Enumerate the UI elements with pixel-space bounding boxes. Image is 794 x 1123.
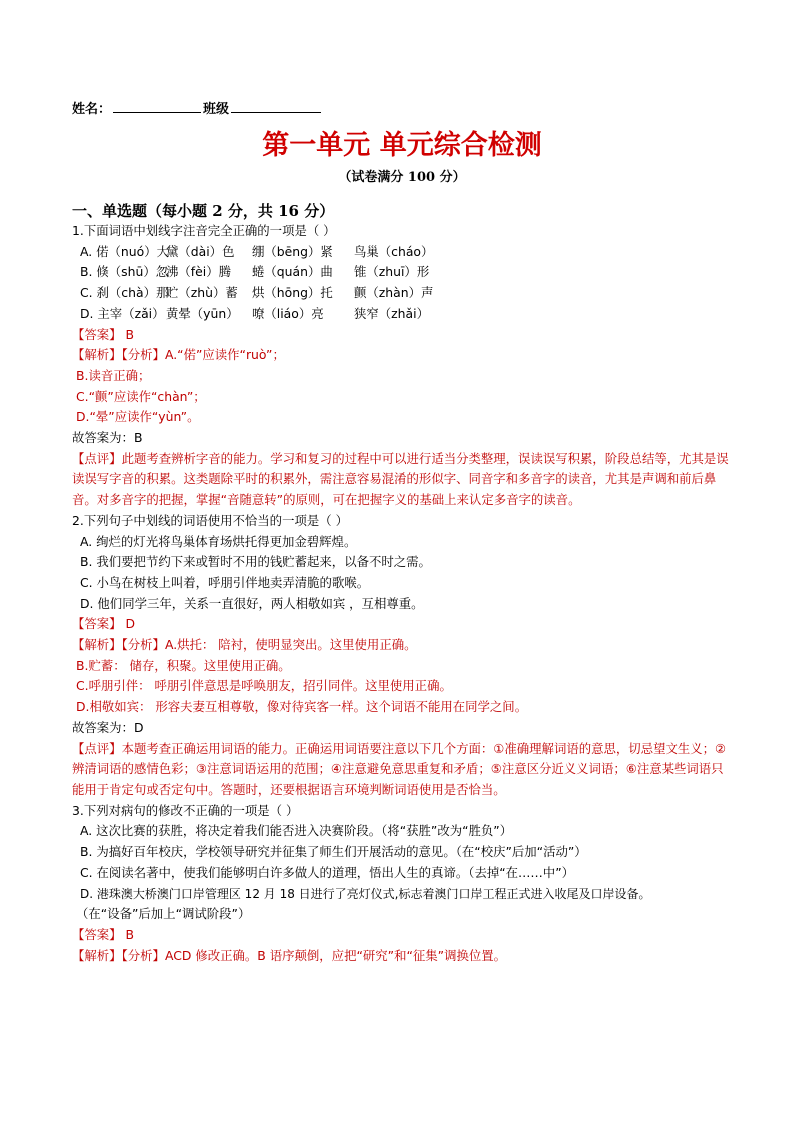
question-stem: 2.下列句子中划线的词语使用不恰当的一项是（ ）: [72, 512, 348, 528]
option-word: A. 偌（nuó）大: [80, 243, 169, 259]
analysis-tag: 【解析】【分析】: [72, 637, 165, 653]
analysis-text: B.贮蓄： 储存，积聚。这里使用正确。: [76, 657, 291, 673]
comment-text: 本题考查正确运用词语的能力。正确运用词语要注意以下几个方面：①准确理解词语的意思，切忌望文生义；②辨清词语的感情色彩；③注意词语运用的范围；④注意避免意思重复和矛盾；⑤注意区分近义义词语；⑥注意某些词语只能用于肯定句或否定句中。答题时，还要根据语言环境判断词语使用是否恰当。: [72, 740, 727, 797]
answer-line: [72, 325, 732, 346]
comment-text: 此题考查辨析字音的能力。学习和复习的过程中可以进行适当分类整理，误读误写积累，阶段总结等，尤其是误读误写字音的积累。这类题除平时的积累外，需注意容易混淆的形似字、同音字和多音字的读音，尤其是声调和前后鼻音。对多音字的把握，掌握“音随意转”的原则，可在把握字义的基础上来认定多音字的读音。: [72, 450, 729, 508]
option-word: 沸（fèi）腾: [166, 264, 231, 280]
option-d: D. 港珠澳大桥澳门口岸管理区 12 月 18 日进行了亮灯仪式,标志着澳门口岸工程正式进入收尾及口岸设备。: [80, 886, 651, 901]
question-1: [72, 221, 732, 511]
section-heading: 一、单选题（每小题 2 分，共 16 分）: [72, 202, 335, 220]
option-word: D. 主宰（zǎi）: [80, 305, 165, 321]
question-stem: 1.下面词语中划线字注音完全正确的一项是（ ）: [72, 223, 336, 238]
class-blank[interactable]: [231, 100, 321, 113]
comment-block: [72, 739, 732, 801]
option-c: C. 小鸟在树枝上叫着，呼朋引伴地卖弄清脆的歌喉。: [80, 574, 370, 590]
answer-tag: 【答案】: [72, 616, 122, 632]
answer-tag: 【答案】: [72, 926, 122, 942]
answer-line: [72, 614, 732, 635]
option-a: A. 这次比赛的获胜，将决定着我们能否进入决赛阶段。（将“获胜”改为“胜负”）: [80, 823, 513, 839]
student-info-line: [72, 100, 732, 118]
option-word: 狭窄（zhǎi）: [354, 305, 429, 321]
option-c: C. 在阅读名著中，使我们能够明白许多做人的道理，悟出人生的真谛。（去掉“在……中”）: [80, 864, 575, 880]
analysis-tag: 【解析】【分析】: [72, 947, 165, 963]
analysis-line: [72, 635, 732, 656]
option-word: 绷（bēng）紧: [252, 243, 333, 259]
question-stem: 3.下列对病句的修改不正确的一项是（ ）: [72, 802, 299, 818]
analysis-text: B.读音正确；: [76, 367, 151, 383]
name-blank[interactable]: [113, 100, 201, 113]
page-subtitle: （试卷满分 100 分）: [338, 170, 466, 185]
option-word: 烘（hōng）托: [252, 285, 333, 301]
question-3: [72, 801, 732, 967]
option-word: 黛（dài）色: [166, 243, 235, 259]
answer-value: B: [125, 326, 135, 342]
page-title: 第一单元 单元综合检测: [262, 130, 542, 161]
comment-tag: 【点评】: [72, 740, 122, 756]
option-word: 锥（zhuī）形: [354, 264, 430, 280]
option-word: C. 刹（chà）那: [80, 285, 169, 301]
option-b: B. 为搞好百年校庆，学校领导研究并征集了师生们开展活动的意见。（在“校庆”后加“活动”）: [80, 844, 587, 860]
analysis-text: A.“偌”应读作“ruò”；: [164, 347, 285, 363]
option-d: D. 他们同学三年，关系一直很好，两人相敬如宾 ，互相尊重。: [80, 595, 424, 611]
class-label: 班级: [203, 102, 230, 117]
option-word: 贮（zhù）蓄: [166, 285, 238, 301]
analysis-text: ACD 修改正确。B 语序颠倒，应把“研究”和“征集”调换位置。: [164, 947, 507, 963]
conclusion: 故答案为：B: [72, 430, 143, 446]
option-word: 黄晕（yūn）: [166, 305, 239, 321]
analysis-text: C.“颤”应读作“chàn”；: [76, 388, 206, 404]
analysis-text: D.“晕”应读作“yùn”。: [76, 409, 200, 425]
question-2: [72, 511, 732, 801]
analysis-line: [72, 946, 732, 967]
option-word: 鸟巢（cháo）: [354, 243, 434, 259]
analysis-line: [72, 345, 732, 366]
answer-value: D: [125, 616, 136, 632]
answer-tag: 【答案】: [72, 326, 122, 342]
option-d: [72, 304, 732, 325]
option-b: B. 我们要把节约下来或暂时不用的钱贮蓄起来，以备不时之需。: [80, 554, 431, 570]
answer-line: [72, 925, 732, 946]
option-d-continued: （在“设备”后加上“调试阶段”）: [76, 906, 251, 922]
option-b: [72, 262, 732, 283]
option-word: 颤（zhàn）声: [354, 285, 434, 301]
comment-tag: 【点评】: [72, 450, 122, 466]
option-word: 嘹（liáo）亮: [252, 305, 324, 321]
option-word: 蜷（quán）曲: [252, 264, 333, 280]
option-a: [72, 242, 732, 263]
option-a: A. 绚烂的灯光将鸟巢体育场烘托得更加金碧辉煌。: [80, 533, 357, 549]
analysis-text: C.呼朋引伴： 呼朋引伴意思是呼唤朋友，招引同伴。这里使用正确。: [76, 678, 452, 694]
analysis-text: D.相敬如宾： 形容夫妻互相尊敬，像对待宾客一样。这个词语不能用在同学之间。: [76, 699, 528, 715]
option-c: [72, 283, 732, 304]
analysis-tag: 【解析】【分析】: [72, 347, 165, 363]
exam-page: [72, 100, 732, 966]
analysis-text: A.烘托： 陪衬，使明显突出。这里使用正确。: [164, 637, 417, 653]
comment-block: [72, 449, 732, 511]
answer-value: B: [125, 926, 135, 942]
name-label: 姓名：: [72, 102, 112, 117]
conclusion: 故答案为：D: [72, 719, 144, 735]
option-word: B. 倏（shū）忽: [80, 264, 169, 280]
